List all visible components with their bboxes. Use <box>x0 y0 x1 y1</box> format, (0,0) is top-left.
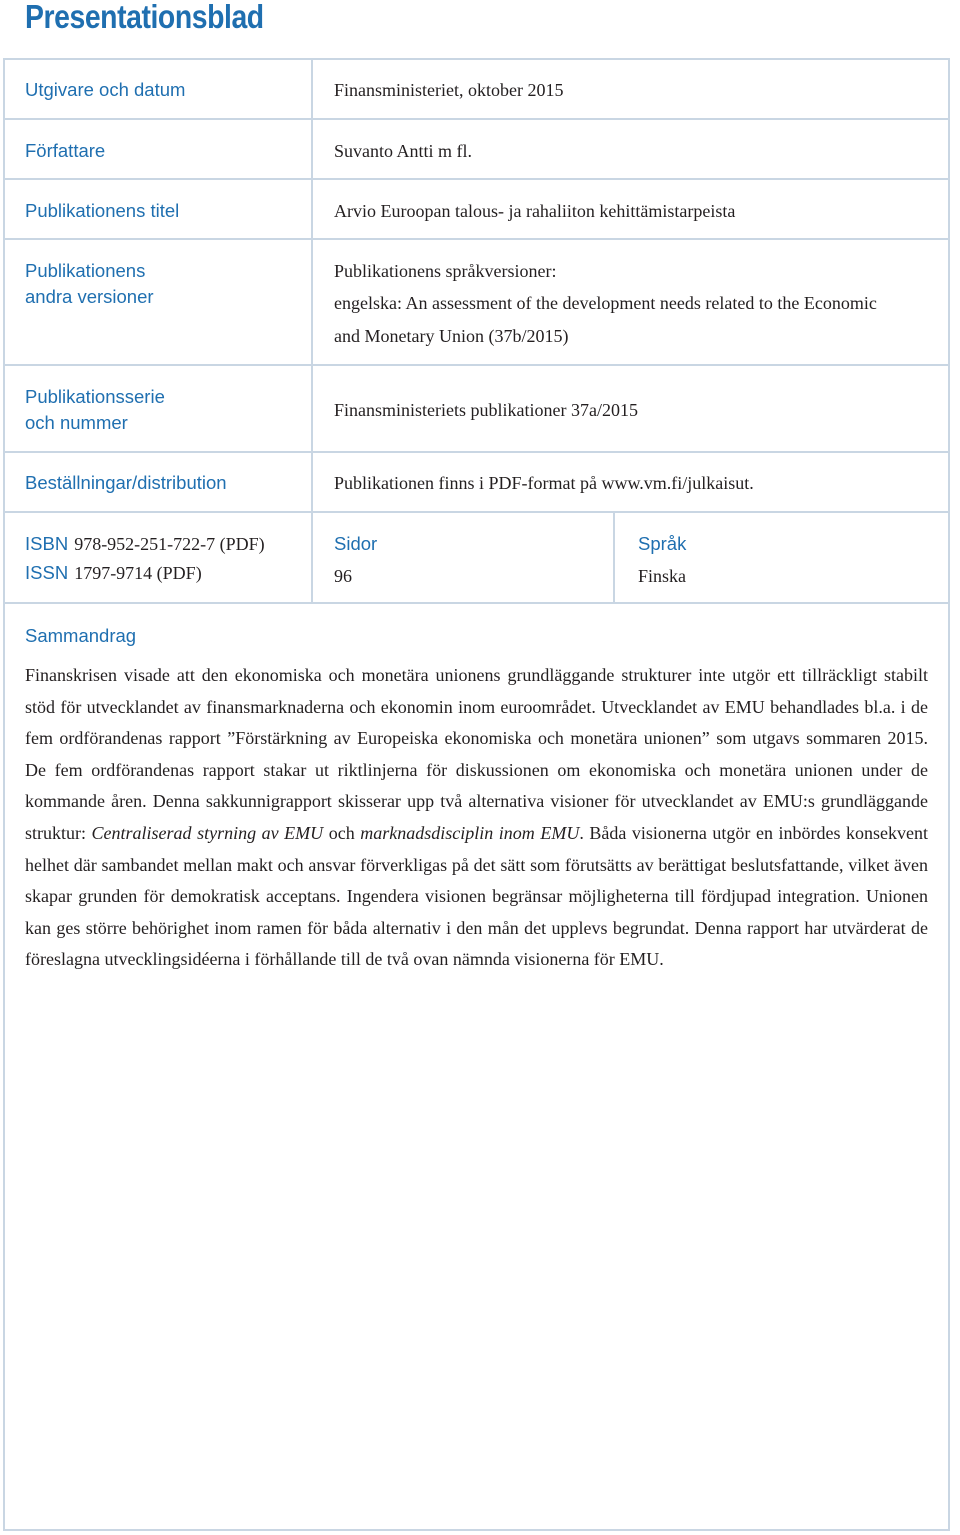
row-divider <box>3 451 950 453</box>
other-versions-label-line2: andra versioner <box>25 286 154 307</box>
column-divider <box>311 58 313 604</box>
issn-line <box>25 560 202 586</box>
row-divider <box>3 118 950 120</box>
row-divider <box>3 178 950 180</box>
issn-label: ISSN <box>25 562 69 583</box>
row-divider <box>3 602 950 604</box>
summary-italic-centralized: Centraliserad styrning av EMU <box>91 822 324 843</box>
summary-text-part2: och <box>323 822 361 843</box>
series-label-line2: och nummer <box>25 412 128 433</box>
language-value: Finska <box>638 566 687 586</box>
page-title: Presentationsblad <box>25 0 264 35</box>
isbn-value: 978-952-251-722-7 (PDF) <box>74 534 265 554</box>
series-label-line1: Publikationsserie <box>25 386 165 407</box>
row-divider <box>3 364 950 366</box>
publisher-label: Utgivare och datum <box>25 79 186 100</box>
summary-italic-market: marknadsdisciplin inom EMU <box>360 822 580 843</box>
english-version-line1: engelska: An assessment of the development needs related to the Economic <box>334 293 877 313</box>
series-value: Finansministeriets publikationer 37a/2015 <box>334 400 638 420</box>
language-label: Språk <box>638 533 687 554</box>
pages-label: Sidor <box>334 533 378 554</box>
column-divider <box>613 511 615 604</box>
summary-text-part1: Finanskrisen visade att den ekonomiska och monetära unionens grundläggande strukturer inte utgör ett tillräckligt stabilt stöd för utvecklandet av finansmarknaderna och ekonomin inom euroområdet. Utvecklandet av EMU behandlades bl.a. i de fem ordförandenas rapport ”Förstärkning av Europeiska ekonomiska och monetära unionen” som utgavs sommaren 2015. De fem ordförandenas rapport stakar ut riktlinjerna för diskussionen om ekonomiska och monetära unionen under de kommande åren. Denna sakkunnigrapport skisserar upp två alternativa visioner för utvecklandet av EMU:s grundläggande struktur: <box>25 665 928 843</box>
isbn-line <box>25 531 265 557</box>
publication-title-value: Arvio Euroopan talous- ja rahaliiton kehittämistarpeista <box>334 201 736 221</box>
distribution-label: Beställningar/distribution <box>25 472 227 493</box>
authors-value: Suvanto Antti m fl. <box>334 141 473 161</box>
other-versions-label-line1: Publikationens <box>25 260 146 281</box>
publication-title-label: Publikationens titel <box>25 200 180 221</box>
row-divider <box>3 511 950 513</box>
summary-heading: Sammandrag <box>25 625 137 646</box>
summary-body <box>25 660 928 976</box>
summary-text-part3: . Båda visionerna utgör en inbördes konsekvent helhet där sambandet mellan makt och ansvar förverkligas på det sätt som förutsätts av berättigat beslutsfattande, vilket även skapar grunden för demokratisk acceptans. Ingendera visionen begränsar möjligheterna till fördjupad integration. Unionen kan ges större behörighet inom ramen för båda alternativ i den mån det upplevs begrundat. Denna rapport har utvärderat de föreslagna utvecklingsidéerna i förhållande till de två ovan nämnda visionerna för EMU. <box>25 822 929 970</box>
row-divider <box>3 238 950 240</box>
pages-value: 96 <box>334 566 352 586</box>
english-version-line2: and Monetary Union (37b/2015) <box>334 326 569 346</box>
issn-value: 1797-9714 (PDF) <box>74 563 202 583</box>
authors-label: Författare <box>25 140 106 161</box>
distribution-value: Publikationen finns i PDF-format på www.vm.fi/julkaisut. <box>334 473 754 493</box>
isbn-label: ISBN <box>25 533 69 554</box>
language-versions-heading: Publikationens språkversioner: <box>334 261 557 281</box>
publisher-value: Finansministeriet, oktober 2015 <box>334 80 564 100</box>
